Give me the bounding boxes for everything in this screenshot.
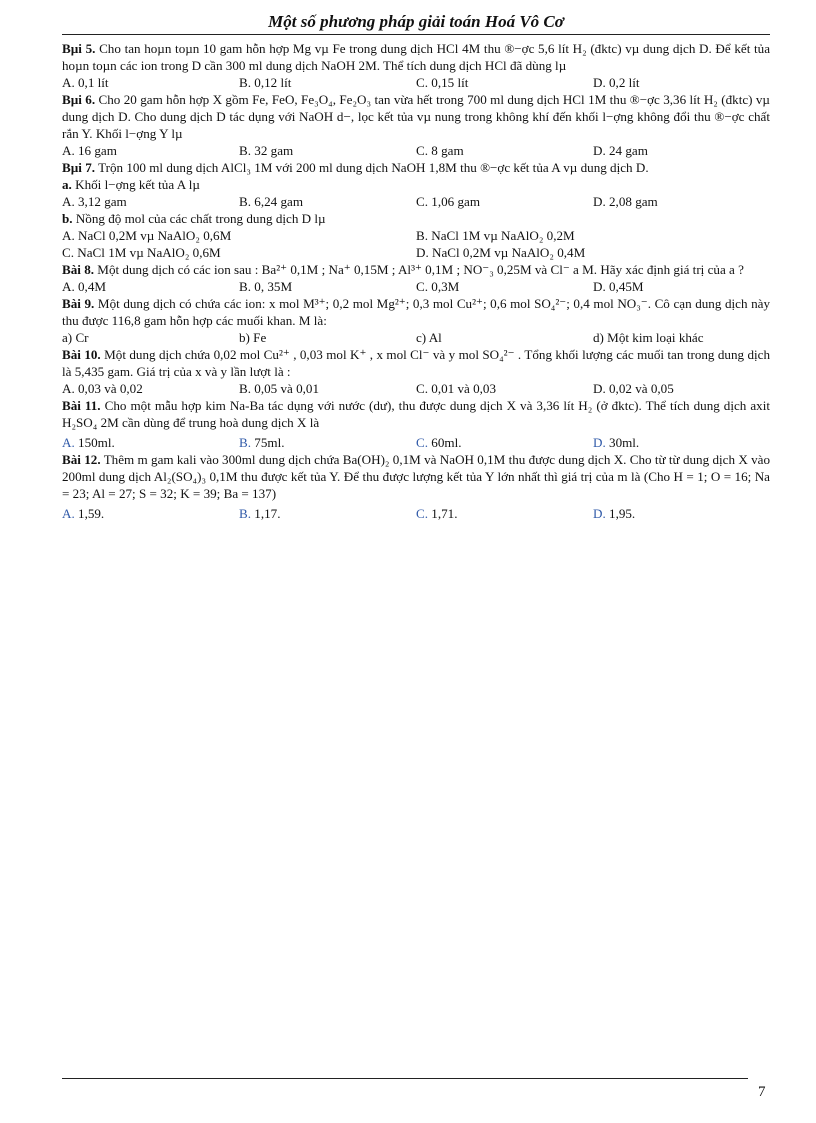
option-d-value: 30ml. [609, 435, 640, 450]
option-b-letter: B. [239, 506, 252, 521]
question-8 [62, 261, 770, 278]
option-d-value: 1,95. [609, 506, 636, 521]
option-a: A. NaCl 0,2M vµ NaAlO₂ 0,6M [62, 228, 232, 243]
question-7b-options-row-2 [62, 244, 770, 261]
option-a [62, 505, 239, 522]
option-c-value: 60ml. [431, 435, 462, 450]
option-a: A. 0,4M [62, 279, 107, 294]
question-7b-options-row-1 [62, 227, 770, 244]
question-11-label: Bài 11. [62, 398, 101, 413]
option-b-value: 1,17. [254, 506, 281, 521]
question-6-text: Cho 20 gam hỗn hợp X gồm Fe, FeO, Fe₃O₄, Fe₂O₃ tan vừa hết trong 700 ml dung dịch HCl 1M thu ®−ợc 3,36 lít H₂ (đktc) vµ dung dịch D. Cho dung dịch D tác dụng với NaOH d−, lọc kết tủa vµ nung trong không khí đến khối l−ợng không đổi thu ®−ợc chất rắn Y. Khối l−ợng Y lµ [62, 92, 770, 141]
option-b [239, 505, 416, 522]
question-8-options [62, 278, 770, 295]
question-5-label: Bµi 5. [62, 41, 96, 56]
question-5-text: Cho tan hoµn toµn 10 gam hỗn hợp Mg vµ Fe trong dung dịch HCl 4M thu ®−ợc 5,6 lít H₂ (đktc) vµ dung dịch D. Để kết tủa hoµn toµn các ion trong D cần 300 ml dung dịch NaOH 2M. Thể tích dung dịch HCl đã dùng lµ [62, 41, 770, 73]
question-7-text: Trộn 100 ml dung dịch AlCl₃ 1M với 200 ml dung dịch NaOH 1,8M thu ®−ợc kết tủa A vµ dung dịch D. [98, 160, 649, 175]
question-7 [62, 159, 770, 176]
question-11-text: Cho một mẫu hợp kim Na-Ba tác dụng với nước (dư), thu được dung dịch X và 3,36 lít H₂ (ở đktc). Thể tích dung dịch axit H₂SO₄ 2M cần dùng để trung hoà dung dịch X là [62, 398, 771, 430]
question-11-options [62, 434, 770, 451]
option-c: c) Al [416, 330, 442, 345]
option-a: A. 3,12 gam [62, 194, 127, 209]
question-9-label: Bài 9. [62, 296, 95, 311]
option-c-letter: C. [416, 506, 429, 521]
question-12 [62, 451, 770, 502]
question-7-label: Bµi 7. [62, 160, 96, 175]
option-c: C. 0,3M [416, 279, 460, 294]
footer-divider [62, 1078, 748, 1079]
question-10-label: Bài 10. [62, 347, 101, 362]
option-b-value: 75ml. [254, 435, 285, 450]
question-10-text: Một dung dịch chứa 0,02 mol Cu²⁺ , 0,03 mol K⁺ , x mol Cl⁻ và y mol SO₄²⁻ . Tổng khối lượng các muối tan trong dung dịch là 5,435 gam. Giá trị của x và y lần lượt là : [62, 347, 771, 379]
option-a: A. 16 gam [62, 143, 117, 158]
option-b: B. 6,24 gam [239, 194, 304, 209]
page-number: 7 [758, 1084, 766, 1100]
question-6-options [62, 142, 770, 159]
option-d [593, 434, 770, 451]
option-c: C. 8 gam [416, 143, 464, 158]
page-content [62, 40, 770, 522]
header-divider [62, 34, 770, 35]
option-c: C. 0,01 và 0,03 [416, 381, 497, 396]
question-8-text: Một dung dịch có các ion sau : Ba²⁺ 0,1M ; Na⁺ 0,15M ; Al³⁺ 0,1M ; NO⁻₃ 0,25M và Cl⁻ a M. Hãy xác định giá trị của a ? [97, 262, 744, 277]
question-6 [62, 91, 770, 142]
question-9-options [62, 329, 770, 346]
option-d: d) Một kim loại khác [593, 330, 704, 345]
option-d-letter: D. [593, 506, 606, 521]
question-6-label: Bµi 6. [62, 92, 96, 107]
option-b: B. 0,05 và 0,01 [239, 381, 320, 396]
option-b: B. 0,12 lít [239, 75, 292, 90]
question-12-label: Bài 12. [62, 452, 101, 467]
option-d-letter: D. [593, 435, 606, 450]
part-b-label: b. [62, 211, 73, 226]
option-c-value: 1,71. [431, 506, 458, 521]
question-12-options [62, 505, 770, 522]
option-a-value: 150ml. [78, 435, 115, 450]
option-a: a) Cr [62, 330, 89, 345]
question-5 [62, 40, 770, 74]
option-a-letter: A. [62, 435, 75, 450]
part-a-label: a. [62, 177, 72, 192]
option-a: A. 0,03 và 0,02 [62, 381, 143, 396]
option-d: D. 0,02 và 0,05 [593, 381, 674, 396]
option-b: B. 0, 35M [239, 279, 293, 294]
question-5-options [62, 74, 770, 91]
part-a-text: Khối l−ợng kết tủa A lµ [75, 177, 200, 192]
option-b [239, 434, 416, 451]
option-a-letter: A. [62, 506, 75, 521]
question-10 [62, 346, 770, 380]
option-d: D. 0,2 lít [593, 75, 640, 90]
option-a: A. 0,1 lít [62, 75, 109, 90]
option-c [416, 505, 593, 522]
question-7-part-a [62, 176, 770, 193]
option-d [593, 505, 770, 522]
option-d: D. 0,45M [593, 279, 644, 294]
question-9-text: Một dung dịch có chứa các ion: x mol M³⁺; 0,2 mol Mg²⁺; 0,3 mol Cu²⁺; 0,6 mol SO₄²⁻; 0,4 mol NO₃⁻. Cô cạn dung dịch này thu được 116,8 gam hỗn hợp các muối khan. M là: [62, 296, 770, 328]
question-11 [62, 397, 770, 431]
question-7a-options [62, 193, 770, 210]
option-c: C. 1,06 gam [416, 194, 481, 209]
question-9 [62, 295, 770, 329]
question-12-text: Thêm m gam kali vào 300ml dung dịch chứa Ba(OH)₂ 0,1M và NaOH 0,1M thu được dung dịch X. Cho từ từ dung dịch X vào 200ml dung dịch Al₂(SO₄)₃ 0,1M thu được kết tủa Y. Để thu được lượng kết tủa Y lớn nhất thì giá trị của m là (Cho H = 1; O = 16; Na = 23; Al = 27; S = 32; K = 39; Ba = 137) [62, 452, 770, 501]
option-a-value: 1,59. [78, 506, 105, 521]
question-10-options [62, 380, 770, 397]
option-d: D. NaCl 0,2M vµ NaAlO₂ 0,4M [416, 245, 586, 260]
option-c: C. 0,15 lít [416, 75, 469, 90]
option-d: D. 2,08 gam [593, 194, 658, 209]
option-c-letter: C. [416, 435, 429, 450]
option-d: D. 24 gam [593, 143, 648, 158]
part-b-text: Nồng độ mol của các chất trong dung dịch D lµ [75, 211, 326, 226]
option-b-letter: B. [239, 435, 252, 450]
option-b: b) Fe [239, 330, 267, 345]
question-8-label: Bài 8. [62, 262, 95, 277]
question-7-part-b [62, 210, 770, 227]
option-c: C. NaCl 1M vµ NaAlO₂ 0,6M [62, 245, 221, 260]
option-b: B. 32 gam [239, 143, 294, 158]
option-b: B. NaCl 1M vµ NaAlO₂ 0,2M [416, 228, 575, 243]
page-header-title: Một số phương pháp giải toán Hoá Vô Cơ [268, 12, 564, 31]
option-a [62, 434, 239, 451]
option-c [416, 434, 593, 451]
